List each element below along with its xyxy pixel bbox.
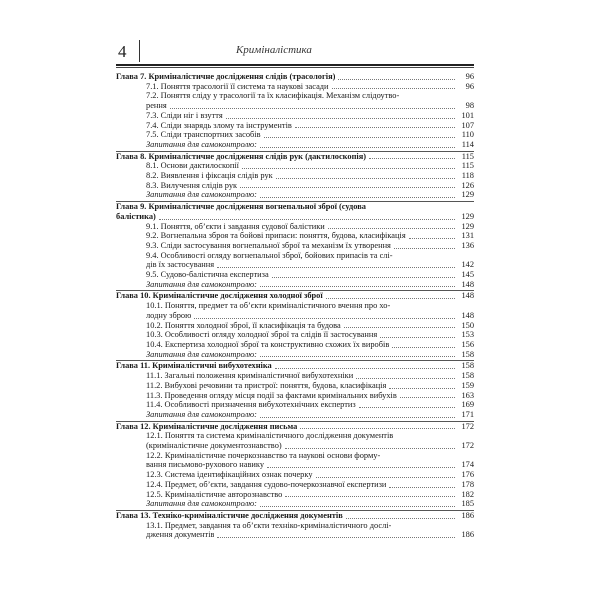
toc-entry-title: Глава 8. Криміналістичне дослідження слідів рук (дактилоскопія)	[116, 151, 367, 161]
toc-entry-title: Глава 12. Криміналістичне дослідження письма	[116, 421, 298, 431]
toc-entry-title: 12.2. Криміналістичне почеркознавство та наукові основи форму-	[146, 450, 381, 460]
dot-leader	[316, 477, 455, 478]
dot-leader	[217, 267, 455, 268]
toc-page-number: 115	[461, 151, 474, 161]
toc-entry-title: 11.2. Вибухові речовини та пристрої: поняття, будова, класифікація	[146, 380, 387, 390]
toc-page-number: 186	[461, 530, 474, 540]
dot-leader	[369, 158, 455, 159]
toc-page-number: 142	[461, 260, 474, 270]
toc-entry-title: 10.4. Експертиза холодної зброї та конструктивно схожих їх виробів	[146, 339, 390, 349]
dot-leader	[295, 127, 455, 128]
toc-entry-title: 9.3. Сліди застосування вогнепальної зброї та механізм їх утворення	[146, 240, 391, 250]
toc-entry-title: 12.5. Криміналістичне авторознавство	[146, 489, 283, 499]
dot-leader	[285, 496, 455, 497]
toc-entry-title: рення	[146, 101, 167, 111]
toc-page-number: 172	[461, 421, 474, 431]
toc-page-number: 131	[461, 231, 474, 241]
toc-entry-title: 7.2. Поняття сліду у трасології та їх класифікація. Механізм слідоутво-	[146, 91, 400, 101]
dot-leader	[389, 388, 455, 389]
dot-leader	[344, 327, 455, 328]
toc-page-number: 171	[461, 409, 474, 419]
dot-leader	[328, 228, 455, 229]
toc-entry-title: вання письмово-рухового навику	[146, 460, 265, 470]
toc-selfcheck	[116, 350, 474, 360]
toc-entry-title: Глава 11. Криміналістичні вибухотехніка	[116, 361, 272, 371]
toc-page-number: 115	[461, 161, 474, 171]
toc-page-number: 145	[461, 270, 474, 280]
toc-section	[116, 451, 474, 470]
dot-leader	[359, 407, 455, 408]
toc-section	[116, 82, 474, 92]
toc-section	[116, 340, 474, 350]
toc-page-number: 96	[465, 81, 474, 91]
dot-leader	[260, 417, 455, 418]
toc-entry-title: 8.3. Вилучення слідів рук	[146, 180, 238, 190]
toc-page-number: 96	[465, 72, 474, 81]
toc-page-number: 107	[461, 120, 474, 130]
toc-entry-title: 9.1. Поняття, об’єкти і завдання судової балістики	[146, 221, 325, 231]
toc-entry-title: 12.4. Предмет, об’єкти, завдання судово-почеркознавчої експертизи	[146, 479, 387, 489]
toc-section	[116, 171, 474, 181]
dot-leader	[159, 219, 455, 220]
toc-entry-title: 9.5. Судово-балістична експертиза	[146, 270, 269, 280]
toc-page-number: 118	[461, 171, 474, 181]
toc-page-number: 98	[465, 101, 474, 111]
toc-page-number: 172	[461, 441, 474, 451]
toc-selfcheck	[116, 280, 474, 290]
toc-entry-title: 10.1. Поняття, предмет та об’єкти криміналістичного вчення про хо-	[146, 301, 391, 311]
toc-page-number: 185	[461, 499, 474, 509]
toc-section	[116, 121, 474, 131]
toc-entry-title: 7.5. Сліди транспортних засобів	[146, 130, 261, 140]
toc-entry-title: 8.2. Виявлення і фіксація слідів рук	[146, 171, 273, 181]
toc-page-number: 169	[461, 400, 474, 410]
toc-page-number: 148	[461, 279, 474, 289]
toc-page-number: 129	[461, 221, 474, 231]
toc-chapter	[116, 201, 474, 221]
toc-page-number: 148	[461, 291, 474, 301]
toc-page-number: 158	[461, 349, 474, 359]
toc-page-number: 101	[461, 110, 474, 120]
toc-section	[116, 391, 474, 401]
toc-section	[116, 381, 474, 391]
toc-page-number: 114	[461, 139, 474, 149]
toc-section	[116, 470, 474, 480]
toc-page-number: 186	[461, 510, 474, 520]
toc-entry-title: 10.3. Особливості огляду холодної зброї та слідів її застосування	[146, 330, 378, 340]
toc-selfcheck	[116, 140, 474, 150]
table-of-contents	[116, 72, 474, 540]
toc-section	[116, 400, 474, 410]
toc-entry-title: 13.1. Предмет, завдання та об’єкти техніко-криміналістичного дослі-	[146, 520, 392, 530]
toc-section	[116, 490, 474, 500]
dot-leader	[332, 88, 455, 89]
toc-page-number: 174	[461, 460, 474, 470]
toc-entry-title: дів їх застосування	[146, 260, 215, 270]
toc-entry-title: 7.3. Сліди ніг і взуття	[146, 110, 223, 120]
toc-page-number: 158	[461, 371, 474, 381]
dot-leader	[260, 147, 455, 148]
toc-selfcheck	[116, 410, 474, 420]
toc-section	[116, 270, 474, 280]
toc-entry-title: 10.2. Поняття холодної зброї, її класифікація та будова	[146, 320, 341, 330]
toc-section	[116, 321, 474, 331]
toc-section	[116, 241, 474, 251]
toc-page-number: 148	[461, 310, 474, 320]
dot-leader	[392, 347, 455, 348]
dot-leader	[356, 378, 455, 379]
toc-section	[116, 181, 474, 191]
dot-leader	[242, 168, 455, 169]
toc-entry-title: (криміналістичне документознавство)	[146, 441, 282, 451]
toc-section	[116, 231, 474, 241]
toc-entry-title: Запитання для самоконтролю:	[146, 190, 257, 200]
dot-leader	[170, 108, 455, 109]
dot-leader	[275, 368, 455, 369]
toc-entry-title: Запитання для самоконтролю:	[146, 279, 257, 289]
toc-section	[116, 161, 474, 171]
dot-leader	[394, 248, 455, 249]
page-header	[116, 40, 486, 64]
toc-entry-title: Глава 13. Техніко-криміналістичне дослідження документів	[116, 510, 343, 520]
toc-section	[116, 521, 474, 540]
toc-entry-title: Запитання для самоконтролю:	[146, 409, 257, 419]
page-number: 4	[118, 42, 127, 61]
toc-entry-title: 11.3. Проведення огляду місця події за фактами кримінальних вибухів	[146, 390, 397, 400]
toc-page-number: 178	[461, 479, 474, 489]
dot-leader	[272, 277, 455, 278]
toc-page-number: 129	[461, 211, 474, 221]
toc-entry-title: 12.1. Поняття та система криміналістичного дослідження документів	[146, 431, 394, 441]
dot-leader	[276, 178, 455, 179]
header-rule	[116, 64, 474, 66]
toc-section	[116, 371, 474, 381]
toc-selfcheck	[116, 190, 474, 200]
toc-selfcheck	[116, 499, 474, 509]
dot-leader	[285, 448, 455, 449]
toc-page-number: 176	[461, 470, 474, 480]
toc-chapter	[116, 72, 474, 82]
toc-entry-title: лодну зброю	[146, 310, 192, 320]
toc-entry-title: Запитання для самоконтролю:	[146, 499, 257, 509]
toc-section	[116, 111, 474, 121]
dot-leader	[346, 518, 455, 519]
dot-leader	[264, 137, 455, 138]
toc-entry-title: 11.4. Особливості призначення вибухотехнічних експертиз	[146, 400, 356, 410]
dot-leader	[300, 428, 455, 429]
dot-leader	[260, 197, 455, 198]
toc-page-number: 126	[461, 180, 474, 190]
toc-entry-title: дження документів	[146, 530, 215, 540]
toc-chapter	[116, 510, 474, 521]
toc-entry-title: 9.2. Вогнепальна зброя та бойові припаси: поняття, будова, класифікація	[146, 231, 406, 241]
dot-leader	[380, 337, 455, 338]
running-title: Криміналістика	[236, 44, 312, 56]
toc-page-number: 163	[461, 390, 474, 400]
dot-leader	[260, 506, 455, 507]
toc-page-number: 159	[461, 380, 474, 390]
toc-section	[116, 222, 474, 232]
toc-section	[116, 130, 474, 140]
dot-leader	[400, 397, 455, 398]
toc-chapter	[116, 421, 474, 432]
toc-page-number: 110	[461, 130, 474, 140]
dot-leader	[409, 238, 455, 239]
dot-leader	[226, 118, 455, 119]
toc-page-number: 129	[461, 190, 474, 200]
toc-section	[116, 301, 474, 320]
toc-chapter	[116, 360, 474, 371]
toc-entry-title: Запитання для самоконтролю:	[146, 349, 257, 359]
dot-leader	[326, 298, 455, 299]
toc-page-number: 153	[461, 330, 474, 340]
toc-entry-title: Запитання для самоконтролю:	[146, 139, 257, 149]
toc-section	[116, 431, 474, 450]
toc-section	[116, 480, 474, 490]
toc-entry-title: 7.4. Сліди знарядь злому та інструментів	[146, 120, 292, 130]
dot-leader	[260, 286, 455, 287]
dot-leader	[389, 487, 455, 488]
toc-entry-title: балістика)	[116, 211, 156, 221]
toc-page-number: 182	[461, 489, 474, 499]
toc-page-number: 136	[461, 240, 474, 250]
dot-leader	[267, 467, 455, 468]
toc-entry-title: Глава 10. Криміналістичне дослідження холодної зброї	[116, 291, 323, 301]
toc-section	[116, 91, 474, 110]
toc-page-number: 158	[461, 361, 474, 371]
toc-section	[116, 330, 474, 340]
toc-page-number: 150	[461, 320, 474, 330]
toc-chapter	[116, 151, 474, 162]
toc-entry-title: 11.1. Загальні положення криміналістичної вибухотехніки	[146, 371, 354, 381]
toc-entry-title: Глава 9. Криміналістичне дослідження вогнепальної зброї (судова	[116, 202, 366, 212]
dot-leader	[194, 318, 455, 319]
dot-leader	[240, 187, 455, 188]
toc-entry-title: 7.1. Поняття трасології її система та наукові засади	[146, 81, 329, 91]
toc-entry-title: 8.1. Основи дактилоскопії	[146, 161, 239, 171]
dot-leader	[217, 537, 455, 538]
toc-entry-title: 12.3. Система ідентифікаційних ознак почерку	[146, 470, 313, 480]
header-rule-thin	[116, 67, 474, 68]
toc-chapter	[116, 290, 474, 301]
toc-entry-title: Глава 7. Криміналістичне дослідження слідів (трасологія)	[116, 72, 336, 81]
header-divider	[139, 40, 140, 62]
toc-page-number: 156	[461, 339, 474, 349]
toc-section	[116, 251, 474, 270]
toc-entry-title: 9.4. Особливості огляду вогнепальної зброї, бойових припасів та слі-	[146, 250, 393, 260]
dot-leader	[260, 356, 455, 357]
dot-leader	[338, 79, 455, 80]
